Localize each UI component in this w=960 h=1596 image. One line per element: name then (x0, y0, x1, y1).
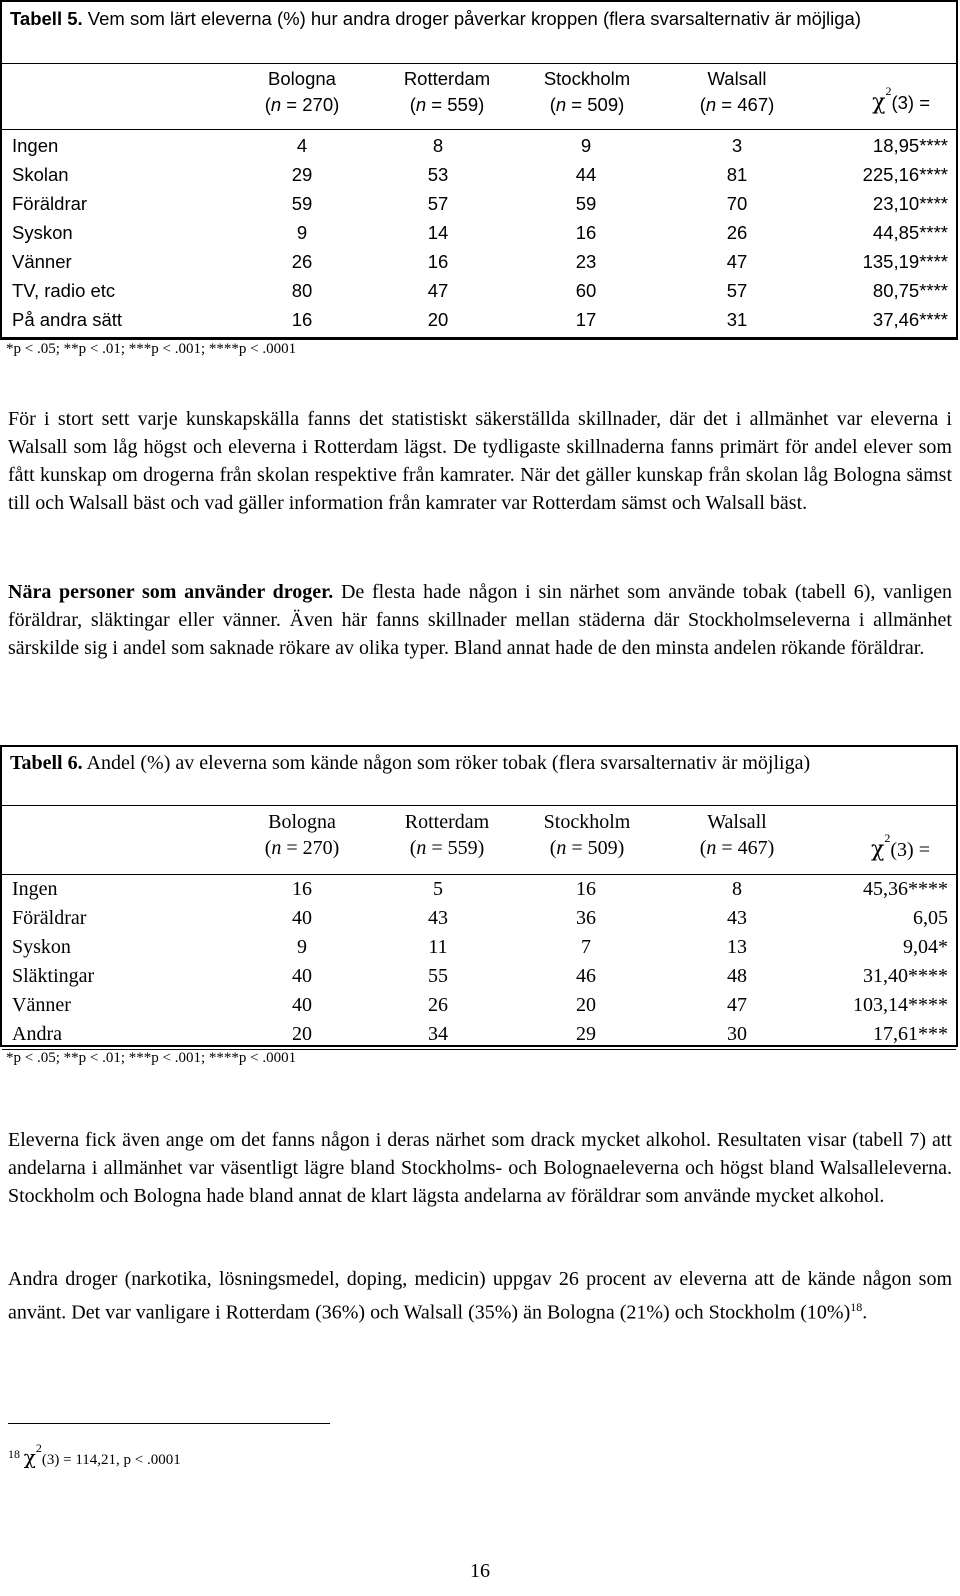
cell-rotterdam: 47 (427, 280, 449, 301)
cell-rotterdam: 8 (432, 135, 444, 156)
cell-walsall: 48 (727, 965, 747, 987)
cell-bologna: 29 (291, 164, 313, 185)
table-5-divider (2, 337, 956, 338)
cell-rotterdam: 16 (427, 251, 449, 272)
table-6-col-walsall (672, 809, 802, 861)
table-5-col-walsall (672, 66, 802, 118)
chi-sup: 2 (885, 84, 892, 99)
paragraph-end: . (862, 1301, 868, 1324)
footnote-rule (8, 1423, 330, 1424)
col-name: Stockholm (543, 68, 631, 89)
col-n: (n = 509) (549, 94, 625, 115)
col-name: Walsall (707, 68, 767, 89)
chi-label: (3) = (891, 92, 930, 113)
paragraph-text: Andra droger (narkotika, lösningsmedel, doping, medicin) uppgav 26 procent av eleverna att de kände någon som använt. Det var vanligare i Rotterdam (36%) och Walsall (35%) än Bologna (21%) och Stockholm (10%) (8, 1268, 952, 1324)
table-row (2, 991, 956, 1020)
table-row (2, 933, 956, 962)
row-label: Föräldrar (12, 193, 88, 214)
cell-chi: 80,75**** (872, 280, 948, 301)
cell-stockholm: 23 (575, 251, 597, 272)
cell-walsall: 47 (727, 994, 747, 1016)
cell-bologna: 9 (296, 222, 308, 243)
cell-chi: 31,40**** (863, 965, 948, 987)
row-label: Vänner (12, 251, 72, 272)
table-6-col-bologna (242, 809, 362, 861)
cell-bologna: 40 (292, 965, 312, 987)
cell-stockholm: 36 (576, 907, 596, 929)
footnote-number: 18 (8, 1447, 20, 1461)
table-6-col-stockholm (517, 809, 657, 861)
table-6-footnote: *p < .05; **p < .01; ***p < .001; ****p < .0001 (6, 1050, 297, 1066)
paragraph (8, 578, 952, 662)
table-6-caption-bold: Tabell 6. (10, 752, 83, 774)
chi-sup: 2 (35, 1441, 42, 1455)
cell-chi: 135,19**** (862, 251, 948, 272)
paragraph: För i stort sett varje kunskapskälla fanns det statistiskt säkerställda skillnader, där det i allmänhet var eleverna i Walsall som låg högst och eleverna i Rotterdam lägst. De tydligaste skillnaderna fanns primärt för andel elever som fått kunskap om drogerna från skolan respektive från kamrater. När det gäller kunskap från skolan låg Bologna sämst till och Walsall bäst och vad gäller information från kamrater var Rotterdam sämst och Walsall bäst. (8, 408, 952, 514)
row-label: Föräldrar (12, 907, 87, 929)
table-6-caption (10, 750, 948, 777)
cell-chi: 17,61*** (873, 1023, 948, 1045)
col-n: (n = 509) (549, 837, 625, 859)
cell-chi: 44,85**** (872, 222, 948, 243)
row-label: TV, radio etc (12, 280, 116, 301)
row-label: Ingen (12, 878, 58, 900)
cell-stockholm: 46 (576, 965, 596, 987)
cell-walsall: 31 (726, 309, 748, 330)
table-row (2, 305, 956, 334)
row-label: Vänner (12, 994, 71, 1016)
row-label: Syskon (12, 936, 71, 958)
table-row (2, 247, 956, 276)
cell-rotterdam: 34 (428, 1023, 448, 1045)
cell-chi: 18,95**** (872, 135, 948, 156)
cell-stockholm: 7 (581, 936, 591, 958)
chi-sup: 2 (884, 831, 891, 846)
table-6-divider (2, 805, 956, 806)
col-name: Bologna (268, 68, 336, 89)
col-name: Walsall (707, 811, 767, 833)
paragraph (8, 1265, 952, 1327)
col-n: (n = 270) (264, 837, 340, 859)
row-label: Skolan (12, 164, 69, 185)
col-n: (n = 467) (699, 837, 775, 859)
chi-symbol: χ (872, 90, 886, 115)
table-row (2, 875, 956, 904)
footnote-18 (8, 1441, 181, 1469)
table-row (2, 189, 956, 218)
paragraph: Eleverna fick även ange om det fanns någon i deras närhet som drack mycket alkohol. Resultaten visar (tabell 7) att andelarna i allmänhet var väsentligt lägre bland Stockholms- och Bolognaeleverna och högst bland Walsalleleverna. Stockholm och Bologna hade bland annat de klart lägsta andelarna av föräldrar som använde mycket alkohol. (8, 1129, 952, 1207)
table-5-col-bologna (242, 66, 362, 118)
cell-chi: 45,36**** (863, 878, 948, 900)
cell-walsall: 70 (726, 193, 748, 214)
cell-rotterdam: 5 (433, 878, 443, 900)
col-n: (n = 559) (409, 94, 485, 115)
cell-stockholm: 17 (575, 309, 597, 330)
table-row (2, 276, 956, 305)
table-6-caption-text: Andel (%) av eleverna som kände någon som röker tobak (flera svarsalternativ är möjliga) (82, 752, 811, 774)
table-5 (0, 0, 958, 340)
cell-bologna: 4 (296, 135, 308, 156)
paragraph-text: De flesta hade någon i sin närhet som använde tobak (tabell 6), vanligen föräldrar, släktingar eller vänner. Även här fanns skillnader mellan städerna där Stockholmseleverna i allmänhet särskilde sig i andel som saknade rökare av olika typer. Bland annat hade de den minsta andelen rökande föräldrar. (8, 581, 952, 659)
cell-chi: 23,10**** (872, 193, 948, 214)
cell-rotterdam: 57 (427, 193, 449, 214)
table-row (2, 1020, 956, 1049)
col-name: Rotterdam (403, 68, 491, 89)
table-row (2, 131, 956, 160)
cell-walsall: 57 (726, 280, 748, 301)
table-5-col-stockholm (517, 66, 657, 118)
table-row (2, 962, 956, 991)
cell-stockholm: 9 (580, 135, 592, 156)
cell-stockholm: 29 (576, 1023, 596, 1045)
table-5-caption (10, 5, 948, 32)
cell-rotterdam: 20 (427, 309, 449, 330)
table-5-col-rotterdam (377, 66, 517, 118)
chi-symbol: χ (871, 837, 885, 862)
table-5-caption-text: Vem som lärt eleverna (%) hur andra droger påverkar kroppen (flera svarsalternativ är möjliga) (82, 8, 862, 29)
table-6-chi-header (871, 831, 930, 862)
col-n: (n = 467) (699, 94, 775, 115)
cell-walsall: 13 (727, 936, 747, 958)
footnote-text: (3) = 114,21, p < .0001 (41, 1452, 181, 1468)
table-row (2, 218, 956, 247)
row-label: Andra (12, 1023, 62, 1045)
cell-stockholm: 16 (576, 878, 596, 900)
table-row (2, 904, 956, 933)
col-name: Rotterdam (404, 811, 490, 833)
cell-rotterdam: 53 (427, 164, 449, 185)
cell-chi: 103,14**** (853, 994, 948, 1016)
page-number: 16 (470, 1560, 490, 1582)
cell-bologna: 26 (291, 251, 313, 272)
cell-walsall: 26 (726, 222, 748, 243)
table-row (2, 160, 956, 189)
cell-chi: 225,16**** (862, 164, 948, 185)
cell-walsall: 81 (726, 164, 748, 185)
cell-rotterdam: 14 (427, 222, 449, 243)
cell-bologna: 9 (297, 936, 307, 958)
cell-walsall: 47 (726, 251, 748, 272)
cell-bologna: 40 (292, 907, 312, 929)
cell-bologna: 20 (292, 1023, 312, 1045)
cell-stockholm: 60 (575, 280, 597, 301)
col-name: Bologna (268, 811, 336, 833)
cell-bologna: 16 (292, 878, 312, 900)
table-5-footnote: *p < .05; **p < .01; ***p < .001; ****p < .0001 (6, 341, 297, 357)
cell-stockholm: 20 (576, 994, 596, 1016)
cell-bologna: 16 (291, 309, 313, 330)
cell-bologna: 59 (291, 193, 313, 214)
table-6 (0, 745, 958, 1047)
cell-stockholm: 44 (575, 164, 597, 185)
cell-chi: 6,05 (913, 907, 948, 929)
cell-walsall: 8 (732, 878, 742, 900)
chi-label: (3) = (890, 839, 930, 861)
cell-bologna: 80 (291, 280, 313, 301)
table-5-divider (2, 129, 956, 130)
row-label: Släktingar (12, 965, 95, 987)
col-n: (n = 559) (409, 837, 485, 859)
cell-rotterdam: 26 (428, 994, 448, 1016)
cell-bologna: 40 (292, 994, 312, 1016)
cell-stockholm: 59 (575, 193, 597, 214)
cell-rotterdam: 55 (428, 965, 448, 987)
cell-chi: 37,46**** (872, 309, 948, 330)
cell-rotterdam: 43 (428, 907, 448, 929)
cell-rotterdam: 11 (428, 936, 448, 958)
cell-walsall: 30 (727, 1023, 747, 1045)
footnote-ref: 18 (850, 1300, 863, 1314)
row-label: Syskon (12, 222, 73, 243)
table-5-divider (2, 63, 956, 64)
table-5-caption-bold: Tabell 5. (10, 8, 83, 29)
cell-walsall: 43 (727, 907, 747, 929)
cell-chi: 9,04* (903, 936, 948, 958)
col-name: Stockholm (543, 811, 631, 833)
table-5-chi-header (872, 84, 930, 115)
chi-symbol: χ (23, 1445, 36, 1469)
table-6-col-rotterdam (377, 809, 517, 861)
col-n: (n = 270) (264, 94, 340, 115)
paragraph-heading: Nära personer som använder droger. (8, 581, 334, 603)
row-label: På andra sätt (12, 309, 123, 330)
row-label: Ingen (12, 135, 59, 156)
cell-walsall: 3 (731, 135, 743, 156)
cell-stockholm: 16 (575, 222, 597, 243)
